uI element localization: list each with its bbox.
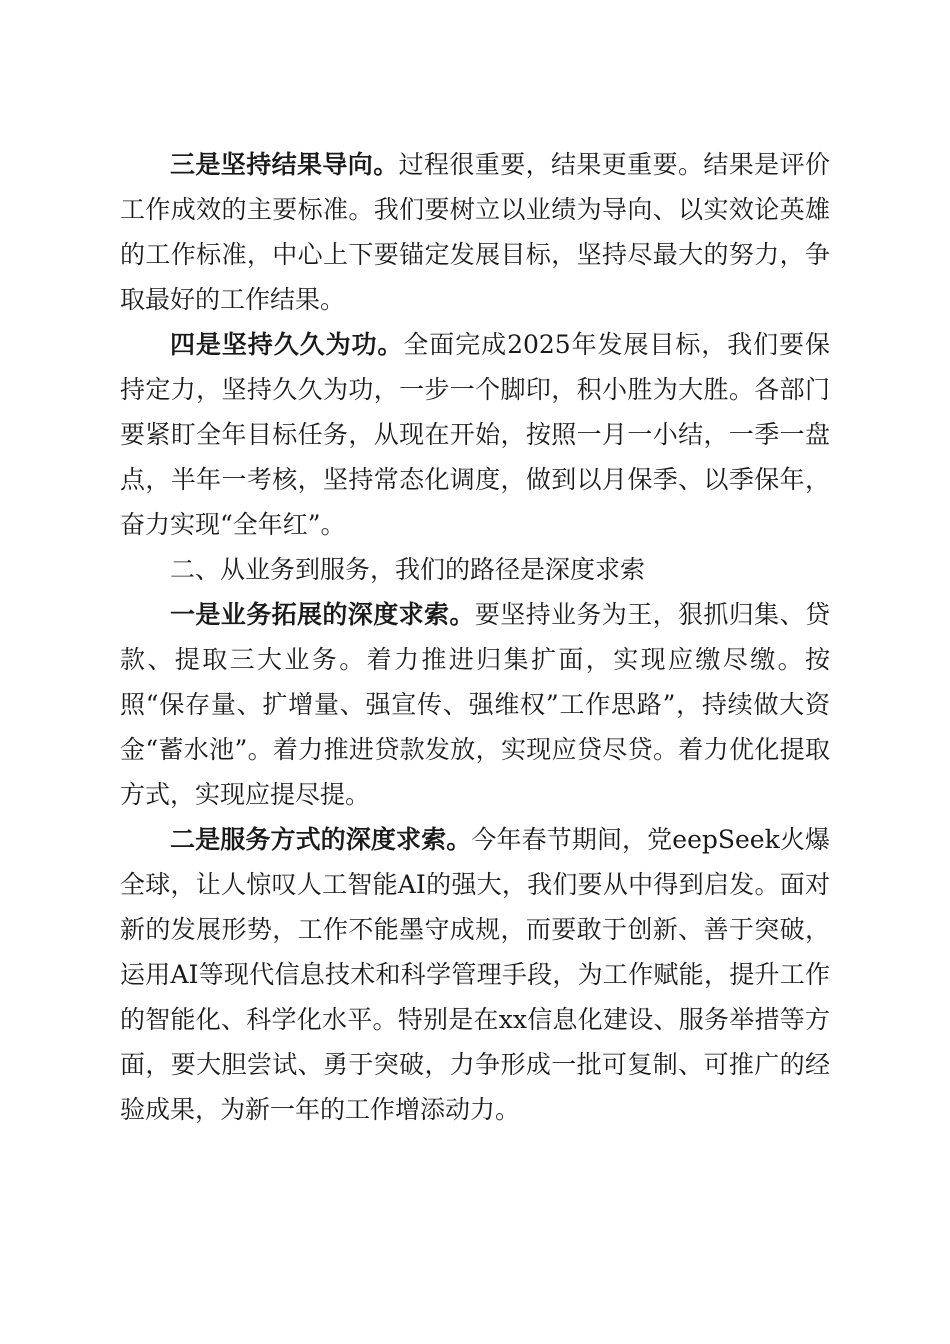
paragraph-business-expansion (120, 592, 830, 817)
paragraph-lead: 二是服务方式的深度求索。 (170, 825, 472, 854)
paragraph-lead: 四是坚持久久为功。 (170, 330, 404, 359)
paragraph-text: 今年春节期间，党eepSeek火爆全球，让人惊叹人工智能AI的强大，我们要从中得到启发。面对新的发展形势，工作不能墨守成规，而要敢于创新、善于突破，运用AI等现代信息技术和科学管理手段，为工作赋能，提升工作的智能化、科学化水平。特别是在xx信息化建设、服务举措等方面，要大胆尝试、勇于突破，力争形成一批可复制、可推广的经验成果，为新一年的工作增添动力。 (120, 825, 830, 1124)
paragraph-lead: 三是坚持结果导向。 (170, 150, 399, 179)
paragraph-persistence (120, 322, 830, 547)
paragraph-text: 全面完成2025年发展目标，我们要保持定力，坚持久久为功，一步一个脚印，积小胜为大胜。各部门要紧盯全年目标任务，从现在开始，按照一月一小结，一季一盘点，半年一考核，坚持常态化调度，做到以月保季、以季保年，奋力实现“全年红”。 (120, 330, 830, 539)
paragraph-service-methods (120, 817, 830, 1132)
paragraph-lead: 一是业务拓展的深度求索。 (170, 600, 475, 629)
paragraph-text: 过程很重要，结果更重要。结果是评价工作成效的主要标准。我们要树立以业绩为导向、以实效论英雄的工作标准，中心上下要锚定发展目标，坚持尽最大的努力，争取最好的工作结果。 (120, 150, 830, 314)
paragraph-result-oriented (120, 142, 830, 322)
section-heading: 二、从业务到服务，我们的路径是深度求索 (170, 555, 646, 584)
paragraph-text: 要坚持业务为王，狠抓归集、贷款、提取三大业务。着力推进归集扩面，实现应缴尽缴。按照“保存量、扩增量、强宣传、强维权”工作思路”，持续做大资金“蓄水池”。着力推进贷款发放，实现应贷尽贷。着力优化提取方式，实现应提尽提。 (120, 600, 830, 809)
document-body (120, 142, 830, 1132)
